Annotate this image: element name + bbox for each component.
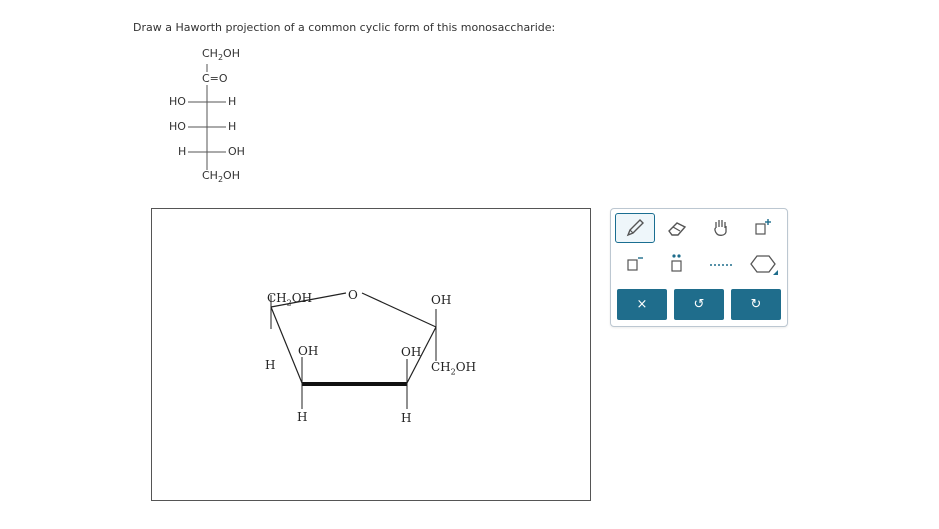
dotted-bond-tool[interactable] — [701, 249, 741, 279]
fischer-row2-right: H — [228, 120, 237, 133]
fischer-bottom-group: $CH_2OH$ — [202, 169, 240, 185]
drawing-toolbox — [610, 208, 788, 327]
c4-down-h: H — [401, 411, 412, 425]
dotted-bond-icon — [707, 252, 735, 276]
fischer-row2-left: HO — [169, 120, 186, 133]
clear-button[interactable]: × — [617, 289, 667, 320]
ring-template-tool[interactable] — [743, 249, 783, 279]
redo-button[interactable]: ↻ — [731, 289, 781, 320]
fischer-row3-left: H — [178, 145, 187, 158]
eraser-icon — [665, 216, 689, 240]
lone-pair-icon — [665, 252, 689, 276]
ring-template-icon — [747, 251, 779, 277]
c5-down-ch2oh: $CH_2OH$ — [431, 360, 477, 377]
charge-plus-tool[interactable] — [743, 213, 783, 243]
fischer-carbonyl: C=O — [202, 72, 228, 85]
drawing-canvas[interactable] — [151, 208, 591, 501]
eraser-tool[interactable] — [657, 213, 697, 243]
hand-icon — [709, 216, 733, 240]
c2-up-ch2oh: $CH_2OH$ — [267, 291, 313, 308]
c5-up-oh: OH — [431, 293, 452, 307]
ring-oxygen: O — [348, 288, 358, 302]
lone-pair-tool[interactable] — [657, 249, 697, 279]
charge-minus-icon — [623, 252, 647, 276]
haworth-ring — [152, 209, 592, 502]
fischer-row1-left: HO — [169, 95, 186, 108]
hand-tool[interactable] — [701, 213, 741, 243]
fischer-row3-right: OH — [228, 145, 245, 158]
pencil-icon — [623, 216, 647, 240]
fischer-top-group: $CH_2OH$ — [202, 47, 240, 63]
c2-down-h: H — [265, 358, 276, 372]
charge-plus-icon — [751, 216, 775, 240]
c3-up-oh: OH — [298, 344, 319, 358]
c3-down-h: H — [297, 410, 308, 424]
fischer-row1-right: H — [228, 95, 237, 108]
fischer-projection — [160, 44, 270, 194]
charge-minus-tool[interactable] — [615, 249, 655, 279]
question-prompt: Draw a Haworth projection of a common cyclic form of this monosaccharide: — [133, 21, 556, 34]
c4-up-oh: OH — [401, 345, 422, 359]
undo-button[interactable]: ↺ — [674, 289, 724, 320]
pencil-tool[interactable] — [615, 213, 655, 243]
